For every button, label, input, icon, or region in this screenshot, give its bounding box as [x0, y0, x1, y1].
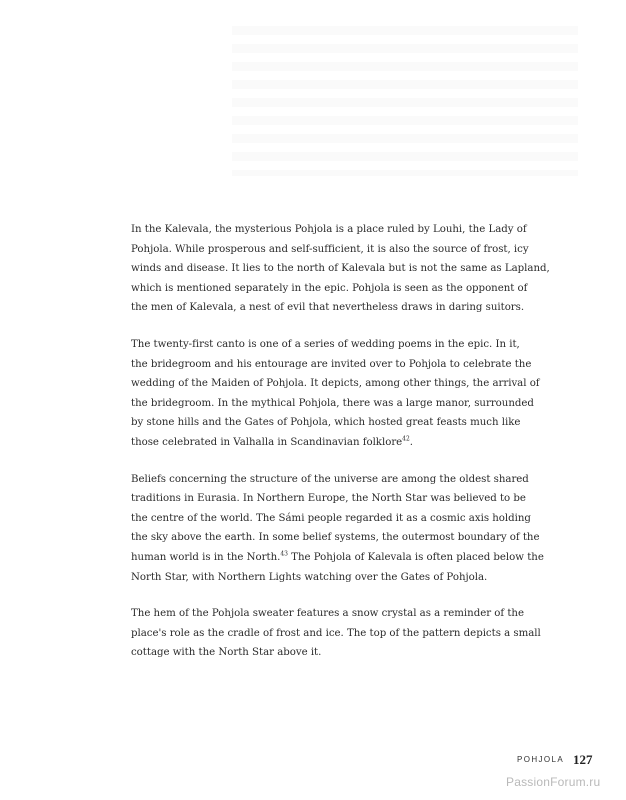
bleed-through-text: [232, 26, 578, 176]
text-line: the bridegroom. In the mythical Pohjola, there was a large manor, surrounded: [131, 397, 534, 409]
paragraph-north-star: [131, 470, 544, 588]
text-line: the centre of the world. The Sámi people regarded it as a cosmic axis holding: [131, 512, 531, 524]
watermark: PassionForum.ru: [506, 775, 601, 789]
paragraph-sweater-hem: [131, 604, 541, 663]
text-line: the bridegroom and his entourage are invited over to Pohjola to celebrate the: [131, 358, 532, 370]
text-line: The twenty-first canto is one of a series of wedding poems in the epic. In it,: [131, 338, 520, 350]
text-line: winds and disease. It lies to the north of Kalevala but is not the same as Lapland,: [131, 263, 550, 275]
text-line: traditions in Eurasia. In Northern Europe, the North Star was believed to be: [131, 493, 526, 505]
text-line: place's role as the cradle of frost and ice. The top of the pattern depicts a small: [131, 627, 541, 639]
paragraph-wedding-canto: [131, 335, 540, 453]
line-text: human world is in the North.: [131, 551, 281, 563]
text-line: cottage with the North Star above it.: [131, 647, 322, 659]
text-line: the sky above the earth. In some belief systems, the outermost boundary of the: [131, 532, 540, 544]
line-text: The Pohjola of Kalevala is often placed below the: [287, 551, 544, 563]
text-line: North Star, with Northern Lights watching over the Gates of Pohjola.: [131, 571, 488, 583]
footnote-marker: 42: [402, 435, 410, 443]
text-line: In the Kalevala, the mysterious Pohjola is a place ruled by Louhi, the Lady of: [131, 224, 527, 235]
page-number: 127: [573, 752, 593, 767]
body-text: [131, 220, 550, 680]
line-text: those celebrated in Valhalla in Scandinavian folklore: [131, 436, 403, 448]
text-line: [131, 548, 544, 568]
text-line: by stone hills and the Gates of Pohjola, which hosted great feasts much like: [131, 417, 521, 429]
page-footer: [0, 753, 626, 769]
line-end: .: [409, 436, 413, 448]
text-line: The hem of the Pohjola sweater features a snow crystal as a reminder of the: [131, 608, 524, 620]
footnote-marker: 43: [280, 550, 288, 558]
text-line: [131, 433, 509, 453]
running-head: POHJOLA: [517, 755, 565, 764]
text-line: wedding of the Maiden of Pohjola. It depicts, among other things, the arrival of: [131, 378, 540, 390]
text-line: which is mentioned separately in the epic. Pohjola is seen as the opponent of: [131, 282, 528, 294]
text-line: the men of Kalevala, a nest of evil that nevertheless draws in daring suitors.: [131, 302, 525, 314]
text-line: Pohjola. While prosperous and self-sufficient, it is also the source of frost, icy: [131, 243, 529, 255]
text-line: Beliefs concerning the structure of the universe are among the oldest shared: [131, 473, 529, 485]
paragraph-pohjola-intro: [131, 220, 550, 318]
